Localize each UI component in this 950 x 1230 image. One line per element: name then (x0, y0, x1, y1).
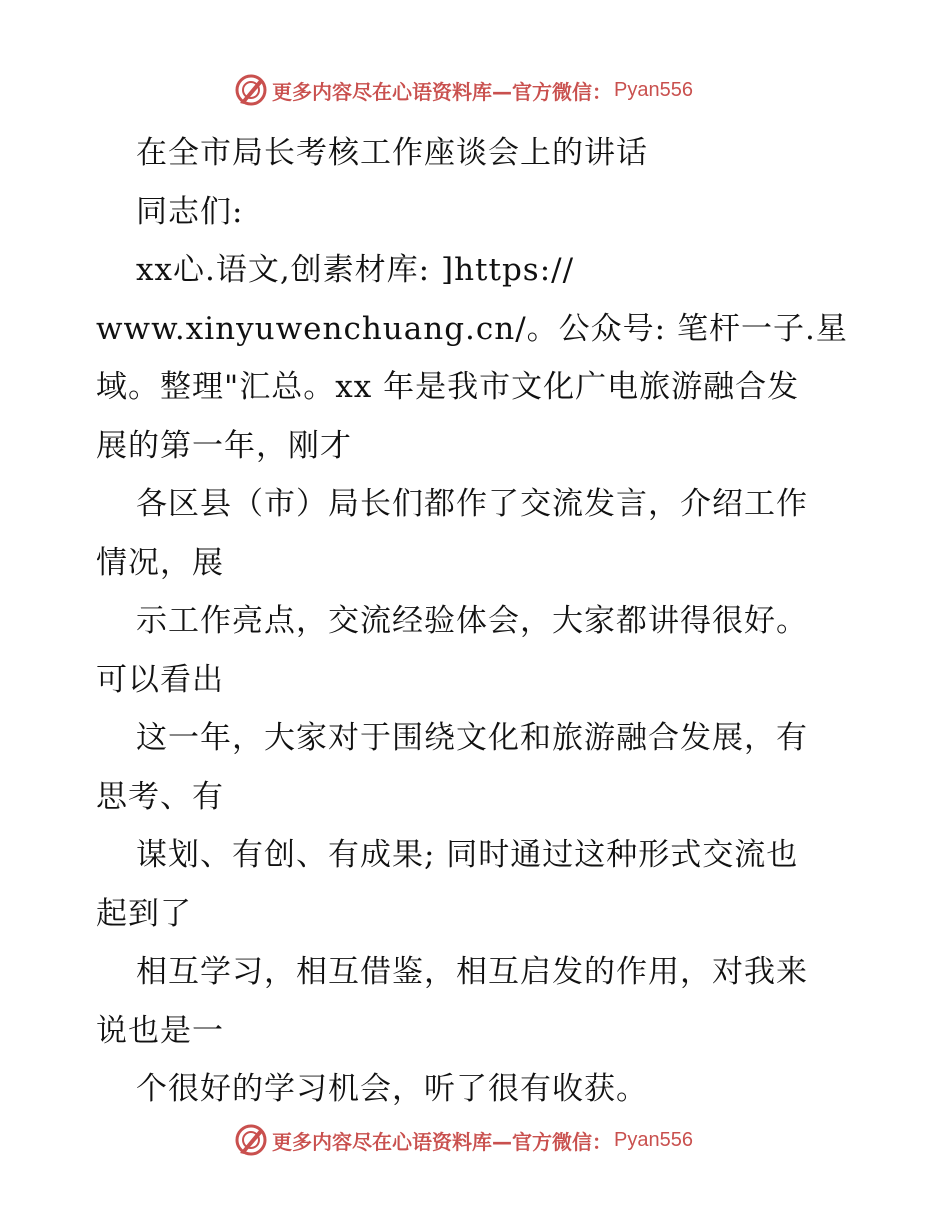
body-line: 可以看出 (96, 661, 224, 698)
body-line: 相互学习，相互借鉴，相互启发的作用，对我来 (136, 954, 808, 990)
footer-watermark (234, 1123, 693, 1157)
body-line: 域。整理"汇总。xx 年是我市文化广电旅游融合发 (96, 369, 800, 405)
watermark-wechat-id: Pyan556 (614, 78, 693, 101)
document-body (96, 124, 856, 1119)
salutation: 同志们: (136, 193, 244, 230)
header-watermark (234, 73, 693, 107)
watermark-text: 更多内容尽在心语资料库—官方微信： (272, 1129, 612, 1154)
body-line: 情况，展 (96, 544, 224, 581)
document-title: 在全市局长考核工作座谈会上的讲话 (136, 135, 648, 171)
body-line: 思考、有 (96, 778, 224, 815)
body-line: 这一年，大家对于围绕文化和旅游融合发展，有 (136, 720, 808, 756)
body-line: 谋划、有创、有成果; 同时通过这种形式交流也 (136, 837, 799, 873)
body-line: 个很好的学习机会，听了很有收获。 (136, 1071, 648, 1107)
body-line: 说也是一 (96, 1012, 224, 1049)
quill-logo-icon (234, 1123, 268, 1157)
watermark-wechat-id: Pyan556 (614, 1128, 693, 1151)
quill-logo-icon (234, 73, 268, 107)
watermark-text: 更多内容尽在心语资料库—官方微信： (272, 79, 612, 104)
body-line: 各区县（市）局长们都作了交流发言，介绍工作 (136, 486, 808, 522)
body-line: xx心.语文,创素材库: ]https:// (136, 252, 575, 288)
body-line: www.xinyuwenchuang.cn/。公众号: 笔杆一子.星 (96, 310, 848, 347)
body-line: 示工作亮点，交流经验体会，大家都讲得很好。 (136, 603, 808, 639)
body-line: 起到了 (96, 895, 192, 932)
body-line: 展的第一年，刚才 (96, 427, 352, 464)
